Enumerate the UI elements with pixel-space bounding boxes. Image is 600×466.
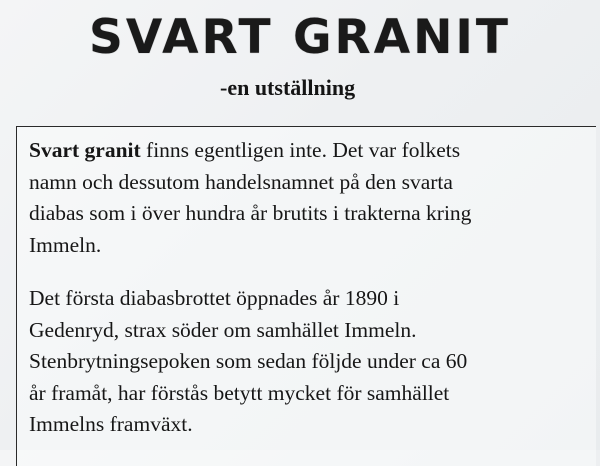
paragraph-intro-line-2: namn och dessutom handelsnamnet på den svarta <box>29 169 453 194</box>
paragraph-history-line-1: Det första diabasbrottet öppnades år 1890 i <box>29 286 400 310</box>
sign-title: SVART GRANIT <box>89 10 511 65</box>
sign-subtitle: -en utställning <box>220 75 356 100</box>
paragraph-history-line-5: Immelns framväxt. <box>29 412 193 436</box>
paragraph-intro-line-4: Immeln. <box>29 232 102 257</box>
text-box <box>16 126 596 466</box>
paragraph-history-line-4: år framåt, har förstås betytt mycket för samhället <box>29 380 450 405</box>
paragraph-intro-line-1 <box>29 135 589 167</box>
paragraph-history-line-3: Stenbrytningsepoken som sedan följde under ca 60 <box>29 349 468 373</box>
paragraph-history-line-2: Gedenryd, strax söder om samhället Immeln. <box>29 317 417 342</box>
paragraph-history <box>29 283 589 441</box>
paragraph-intro-line-3: diabas som i över hundra år brutits i trakterna kring <box>29 201 472 225</box>
paragraph-intro <box>29 135 589 261</box>
lead-term: Svart granit <box>29 138 141 162</box>
paragraph-intro-line-1-rest: finns egentligen inte. Det var folkets <box>140 138 461 162</box>
